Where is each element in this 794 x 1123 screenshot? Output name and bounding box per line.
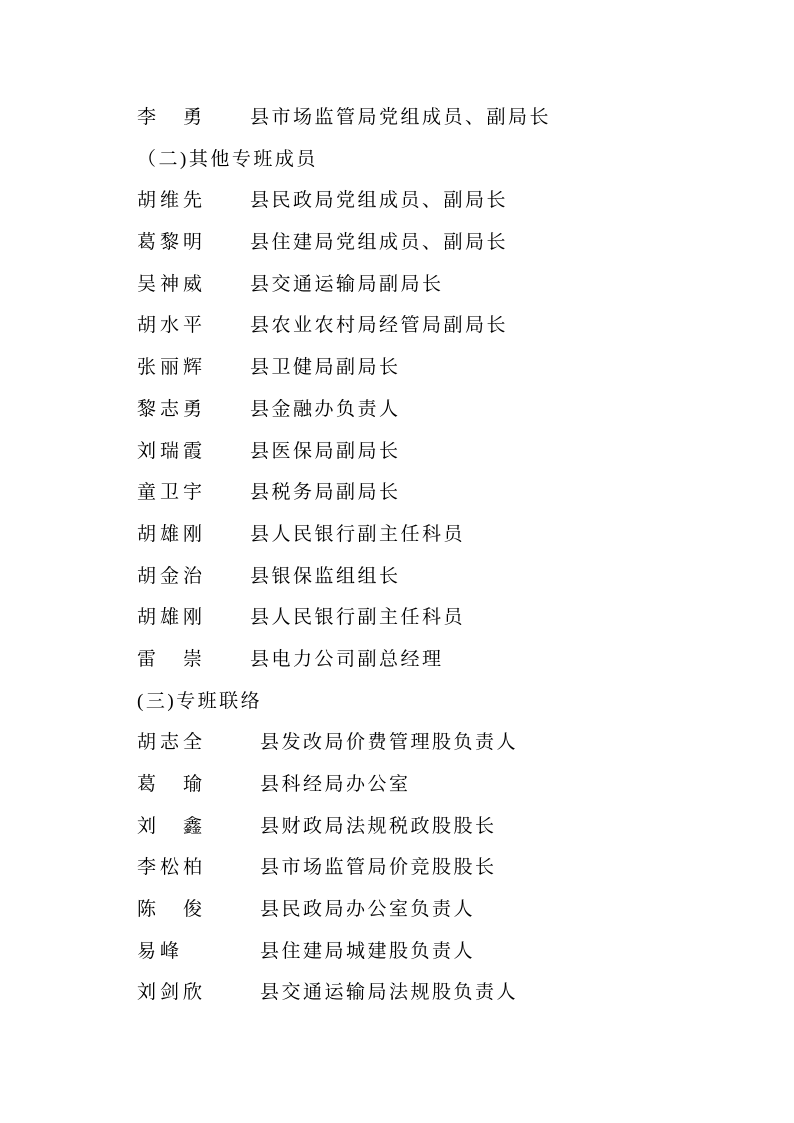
person-name: 胡雄刚 [137,523,207,545]
person-name: 葛黎明 [137,232,207,254]
person-name: 黎志勇 [137,398,207,420]
person-name: 张丽辉 [137,357,207,379]
person-title: 县银保监组组长 [250,565,401,587]
person-title: 县市场监管局党组成员、副局长 [250,107,552,128]
member-row [137,556,754,598]
person-name: 胡维先 [137,190,207,212]
member-row [137,389,754,431]
person-title: 县人民银行副主任科员 [250,523,466,545]
member-row [137,222,754,264]
person-title: 县住建局党组成员、副局长 [250,232,509,254]
document-content [137,97,754,1014]
member-row [137,764,754,806]
member-row [137,264,754,306]
person-name: 易峰 [137,940,184,962]
person-name: 胡水平 [137,315,207,337]
person-name: 刘 鑫 [137,815,207,837]
person-title: 县民政局办公室负责人 [260,899,476,921]
person-title: 县税务局副局长 [250,482,401,504]
person-title: 县电力公司副总经理 [250,648,444,670]
member-row [137,514,754,556]
person-title: 县民政局党组成员、副局长 [250,190,509,212]
person-title: 县市场监管局价竞股股长 [260,857,497,879]
person-title: 县发改局价费管理股负责人 [260,732,519,754]
person-name: 陈 俊 [137,899,207,921]
section-heading [137,681,754,723]
person-title: 县科经局办公室 [260,774,411,795]
person-title: 县人民银行副主任科员 [250,607,466,629]
member-row [137,180,754,222]
person-name: 刘剑欣 [137,982,207,1004]
person-title: 县交通运输局副局长 [250,273,444,295]
person-title: 县财政局法规税政股股长 [260,815,497,837]
member-row [137,972,754,1014]
member-row [137,722,754,764]
member-row [137,597,754,639]
person-title: 县医保局副局长 [250,440,401,462]
member-row [137,806,754,848]
person-name: 胡雄刚 [137,607,207,629]
person-title: 县交通运输局法规股负责人 [260,982,519,1004]
person-name: 李 勇 [137,107,207,128]
person-name: 吴神威 [137,273,207,295]
person-name: 葛 瑜 [137,774,207,795]
member-row [137,889,754,931]
person-name: 刘瑞霞 [137,440,207,462]
member-row [137,639,754,681]
member-row [137,97,754,139]
section-heading-text: （二)其他专班成员 [137,148,318,170]
person-title: 县金融办负责人 [250,398,401,420]
member-row [137,931,754,973]
person-name: 李松柏 [137,857,207,879]
person-name: 胡志全 [137,732,207,754]
person-name: 胡金治 [137,565,207,587]
section-heading-text: (三)专班联络 [137,690,263,712]
member-row [137,347,754,389]
member-row [137,472,754,514]
person-name: 雷 崇 [137,648,207,670]
section-heading [137,139,754,181]
member-row [137,305,754,347]
member-row [137,431,754,473]
member-row [137,847,754,889]
person-title: 县农业农村局经管局副局长 [250,315,509,337]
person-title: 县卫健局副局长 [250,357,401,379]
person-title: 县住建局城建股负责人 [260,940,476,962]
person-name: 童卫宇 [137,482,207,504]
